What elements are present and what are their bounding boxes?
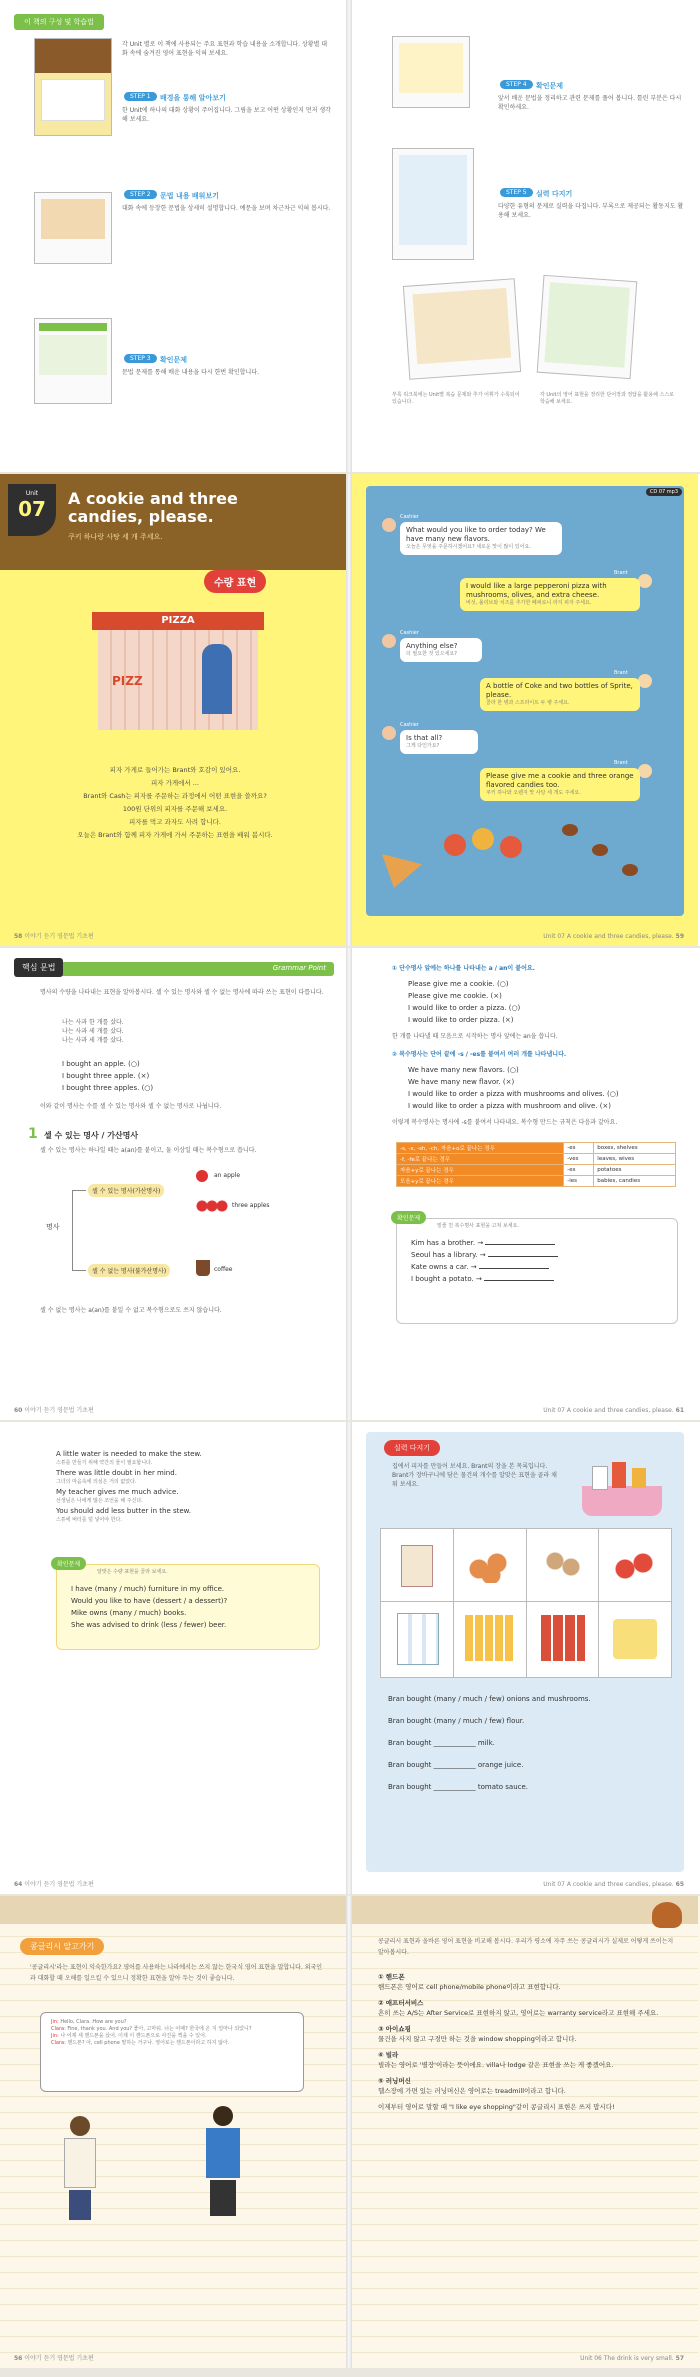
speaker: Cashier	[400, 514, 419, 520]
english-examples: I bought an apple. (○) I bought three apple. (×) I bought three apples. (○)	[62, 1060, 154, 1092]
shopping-basket	[572, 1458, 672, 1518]
step-text: 문법 문제를 통해 배운 내용을 다시 한번 확인합니다.	[122, 369, 259, 376]
korean-examples: 나는 사과 한 개를 샀다. 나는 사과 세 개를 샀다. 나는 사과 세 개를 샀다.	[62, 1019, 124, 1044]
story-text: 피자 가게로 들어가는 Brant와 호감이 있어요. 피자 가게에서 ... Brant와 Cash는 피자를 주문하는 과정에서 어떤 표현을 쓸까요? 100원 단위의 피자를 주문해 보세요. 피자를 먹고 과자도 사려 합니다. 오늘은 Brant와 함께 피자 가게에 가서 주문하는 표현을 배워 봅시다.	[77, 766, 273, 839]
page-number: 60 이야기 듣기 영문법 기초편	[14, 1407, 94, 1414]
quiz-box	[396, 1215, 678, 1324]
page-right	[352, 1422, 698, 1894]
page-number: 64 이야기 듣기 영문법 기초편	[14, 1881, 94, 1888]
customer-figure	[202, 644, 232, 714]
step-title: 확인문제	[160, 356, 188, 364]
speaker: Brant	[614, 570, 628, 576]
thumbnail-practice	[392, 148, 474, 260]
table-intro: 이렇게 복수명사는 명사에 -s를 붙여서 나타내요. 복수형 만드는 규칙은 다음과 같아요.	[392, 1119, 618, 1126]
step-text: 다양한 유형의 문제로 실력을 다집니다. 부록으로 제공되는 활동지도 활용해 보세요.	[498, 203, 684, 219]
thumbnail-grammar	[34, 318, 112, 404]
quiz-title: 확인문제	[51, 1557, 86, 1570]
squirrel-icon	[652, 1902, 682, 1928]
quiz-instruction: 알맞은 수량 표현을 골라 보세요.	[97, 1569, 168, 1575]
speech-bubble: A bottle of Coke and two bottles of Sprite, please. 콜라 한 병과 스프라이트 두 병 주세요.	[480, 678, 640, 711]
unit-title: A cookie and three candies, please.	[68, 489, 238, 526]
table-row: -s, -x, -sh, -ch, 자음+o로 끝나는 경우 -es boxes, shelves	[397, 1143, 676, 1154]
spread-2	[0, 474, 700, 946]
step-text: 한 Unit에 하나의 대화 상황이 주어집니다. 그림을 보고 어떤 상황인지 먼저 생각해 보세요.	[122, 107, 331, 123]
konglish-paragraph: '콩글리시'라는 표현이 익숙한가요? 영어를 사용하는 나라에서는 쓰지 않는 한국식 영어 표현을 말합니다. 외국인과 대화할 때 오해를 일으킬 수 있으니 정확한 표현을 알아 두는 것이 좋습니다.	[30, 1964, 323, 1982]
flour-icon	[401, 1545, 433, 1587]
cheese-icon	[613, 1619, 657, 1659]
avatar	[382, 634, 396, 648]
section-number: 1	[28, 1126, 38, 1142]
practice-instruction: 집에서 피자를 만들어 보세요. Brant의 장을 본 목록입니다. Brant가 장바구니에 담은 물건의 개수를 알맞은 표현을 골라 채워 보세요.	[392, 1463, 557, 1488]
dialogue-box: Jin: Hello, Clara. How are you? Clara: Fine, thank you. And you? 좋아, 고마워. 너는 어때? 한국에 온 지 얼마나 되었니? Jin: 나 어제 새 핸드폰을 샀어. 이제 이 핸드폰으로 사진을 찍을 수 있어. Clara: 핸드폰? 아, cell phone 말하는 거구나. 영어로는 핸드폰이라고 하지 않아.	[40, 2012, 304, 2092]
step-tag: STEP 2	[124, 190, 157, 199]
section-banner: 이 책의 구성 및 학습법	[14, 14, 104, 30]
food-illustration	[382, 814, 662, 904]
quiz-box	[56, 1561, 320, 1650]
step-tag: STEP 4	[500, 80, 533, 89]
torn-top	[352, 1896, 698, 1924]
caption-workbook: 부록 워크북에는 Unit별 복습 문제와 추가 어휘가 수록되어 있습니다.	[392, 392, 520, 405]
grammar-tab: 핵심 문법	[14, 958, 63, 977]
unit-number: 07	[18, 497, 46, 521]
page-left	[0, 948, 347, 1420]
avatar	[638, 574, 652, 588]
page-right	[352, 474, 698, 946]
tomato-icon	[615, 1549, 655, 1583]
mushroom-icon	[545, 1551, 581, 1581]
page-left	[0, 0, 347, 472]
rule-1: ① 단수명사 앞에는 하나를 나타내는 a / an이 붙어요.	[392, 965, 535, 972]
thumbnail-story	[34, 192, 112, 264]
quiz-instruction: 밑줄 친 복수명사 표현을 고쳐 보세요.	[437, 1223, 519, 1229]
grammar-title-en: Grammar Point	[272, 964, 326, 972]
caption-answers: 각 Unit의 영어 표현을 정리한 단어장과 정답을 활용해 스스로 학습해 보세요.	[540, 392, 674, 405]
page-right	[352, 0, 698, 472]
speech-bubble: I would like a large pepperoni pizza with mushrooms, olives, and extra cheese. 버섯, 올리브와 치즈를 추가한 페퍼로니 라지 피자 주세요.	[460, 578, 640, 611]
speech-bubble: Is that all? 그게 다인가요?	[400, 730, 478, 754]
page-left	[0, 474, 347, 946]
speaker: Brant	[614, 760, 628, 766]
step-title: 실력 다지기	[536, 190, 573, 198]
thumbnail-answers	[537, 275, 638, 379]
konglish-intro: 콩글리시 표현과 올바른 영어 표현을 비교해 봅시다. 우리가 평소에 자주 쓰는 콩글리시가 실제로 어떻게 쓰이는지 알아봅시다.	[378, 1938, 674, 1956]
tree-uncountable: 셀 수 없는 명사(불가산명사)	[88, 1264, 170, 1277]
practice-tab: 실력 다지기	[384, 1440, 440, 1456]
page-right	[352, 1896, 698, 2368]
section-title: 셀 수 있는 명사 / 가산명사	[44, 1131, 139, 1140]
spread-5	[0, 1896, 700, 2368]
section-badge: 수량 표현	[204, 570, 266, 593]
intro-text: 각 Unit 별로 이 책에 사용되는 주요 표현과 학습 내용을 소개합니다. 상황별 대화 속에 숨겨진 영어 표현을 익혀 보세요.	[122, 41, 328, 57]
sentences: A little water is needed to make the stew. 스튜를 만들기 위해 약간의 물이 필요합니다. There was little doubt in her mind. 그녀의 마음속에 의심은 거의 없었다. My teacher gives me much advice. 선생님은 나에게 많은 조언을 해 주신다. You should add less butter in the stew. 스튜에 버터를 덜 넣어야 한다.	[56, 1450, 202, 1523]
note-text: 이와 같이 명사는 수를 셀 수 있는 명사와 셀 수 없는 명사로 나뉩니다.	[40, 1103, 222, 1110]
thumbnail-unit-opener	[34, 38, 112, 136]
speaker: Cashier	[400, 630, 419, 636]
page-number: Unit 07 A cookie and three candies, please. 65	[543, 1881, 684, 1888]
spread-3	[0, 948, 700, 1420]
sauce-icon	[541, 1615, 585, 1661]
avatar	[638, 674, 652, 688]
shop-sign: PIZZA	[92, 612, 264, 630]
table-row: 모음+y로 끝나는 경우 -ies babies, candies	[397, 1176, 676, 1187]
spread-4	[0, 1422, 700, 1894]
quiz-title: 확인문제	[391, 1211, 426, 1224]
boy-illustration	[200, 2106, 246, 2226]
page-right	[352, 948, 698, 1420]
rule-2-examples: We have many new flavors. (○) We have many new flavor. (×) I would like to order a pizza with mushrooms and olives. (○) I would like to order a pizza with mushroom and olive. (×)	[408, 1066, 619, 1110]
plural-rules-table	[396, 1142, 676, 1187]
step-title: 확인문제	[536, 82, 564, 90]
unit-subtitle: 쿠키 하나랑 사탕 세 개 주세요.	[68, 533, 163, 541]
shop-sign-small: PIZZ	[112, 674, 143, 688]
page-left	[0, 1422, 347, 1894]
torn-top	[0, 1896, 346, 1924]
speaker: Cashier	[400, 722, 419, 728]
step-title: 문법 내용 배워보기	[160, 192, 219, 200]
spread-1	[0, 0, 700, 472]
grocery-grid	[380, 1528, 672, 1678]
page-left	[0, 1896, 347, 2368]
page-number: 58 이야기 듣기 영문법 기초편	[14, 933, 94, 940]
audio-tag: CD 07 mp3	[646, 488, 682, 496]
step-tag: STEP 1	[124, 92, 157, 101]
apples-icon	[196, 1200, 228, 1212]
page-number: 56 이야기 듣기 영문법 기초편	[14, 2355, 94, 2362]
unit-badge	[8, 484, 56, 536]
konglish-list: ① 핸드폰 핸드폰은 영어로 cell phone/mobile phone이라고 표현합니다. ② 애프터서비스 흔히 쓰는 A/S는 After Service로 표현하지 않고, 영어로는 warranty service라고 표현해 주세요. ③ 아이쇼핑 물건을 사지 않고 구경만 하는 것을 window shopping이라고 합니다. ④ 빌라 빌라는 영어로 '별장'이라는 뜻이에요. villa나 lodge 같은 표현을 쓰는 게 좋겠어요. ⑤ 러닝머신 헬스장에 가면 있는 러닝머신은 영어로는 treadmill이라고 합니다. 이제부터 영어로 말할 때 "I like eye shopping"같이 콩글리시 표현은 쓰지 맙시다!	[378, 1973, 659, 2111]
avatar	[382, 518, 396, 532]
unit-label: Unit	[25, 490, 39, 497]
speech-bubble: Please give me a cookie and three orange flavored candies too. 쿠키 하나와 오렌지 맛 사탕 세 개도 주세요.	[480, 768, 640, 801]
intro-text: 명사의 수량을 나타내는 표현을 알아봅시다. 셀 수 있는 명사와 셀 수 없는 명사에 따라 쓰는 표현이 다릅니다.	[40, 989, 324, 996]
bottom-text: 셀 수 없는 명사는 a(an)를 붙일 수 없고 복수형으로도 쓰지 않습니다.	[40, 1307, 222, 1314]
tree-countable: 셀 수 있는 명사(가산명사)	[88, 1184, 164, 1197]
girl-illustration	[60, 2116, 100, 2226]
step-text: 앞서 배운 문법을 정리하고 관련 문제를 풀어 봅니다. 틀린 부분은 다시 확인하세요.	[498, 95, 682, 111]
tree-root: 명사	[46, 1223, 60, 1231]
step-tag: STEP 3	[124, 354, 157, 363]
thumbnail-check	[392, 36, 470, 108]
step-tag: STEP 5	[500, 188, 533, 197]
practice-items: Bran bought (many / much / few) onions and mushrooms. Bran bought (many / much / few) flour. Bran bought ____________ milk. Bran bought ____________ orange juice. Bran bought ____________ tomato sauce.	[388, 1695, 591, 1791]
avatar	[382, 726, 396, 740]
step-title: 배경을 통해 알아보기	[160, 94, 226, 102]
mid-text: 한 개를 나타낼 때 모음으로 시작하는 명사 앞에는 an을 씁니다.	[392, 1033, 558, 1040]
apple-icon	[196, 1170, 208, 1182]
page-number: Unit 07 A cookie and three candies, please. 59	[543, 933, 684, 940]
onion-icon	[469, 1549, 509, 1583]
step-text: 대화 속에 등장한 문법을 상세히 설명합니다. 예문을 보며 차근차근 익혀 봅시다.	[122, 205, 331, 212]
quiz-items: I have (many / much) furniture in my office. Would you like to have (dessert / a dessert)? Mike owns (many / much) books. She was advised to drink (less / fewer) beer.	[71, 1585, 228, 1629]
avatar	[638, 764, 652, 778]
section-text: 셀 수 있는 명사는 하나일 때는 a(an)를 붙이고, 둘 이상일 때는 복수형으로 씁니다.	[40, 1147, 257, 1154]
juice-icon	[465, 1615, 515, 1661]
konglish-title: 콩글리시 알고가기	[20, 1938, 104, 1955]
quiz-items: Kim has a brother. → Seoul has a library. → Kate owns a car. → I bought a potato. →	[411, 1237, 661, 1285]
speech-bubble: What would you like to order today? We have many new flavors. 오늘은 무엇을 주문하시겠어요? 새로운 맛이 많이 있어요.	[400, 522, 562, 555]
coffee-icon	[196, 1260, 210, 1276]
pizza-shop-illustration	[92, 612, 264, 740]
rule-2: ② 복수명사는 단어 끝에 -s / -es를 붙여서 여러 개를 나타냅니다.	[392, 1051, 567, 1058]
page-number: Unit 07 A cookie and three candies, please. 61	[543, 1407, 684, 1414]
table-row: -f, -fe로 끝나는 경우 -ves leaves, wives	[397, 1154, 676, 1165]
speech-bubble: Anything else? 더 필요한 것 있으세요?	[400, 638, 482, 662]
noun-tree-diagram: 명사 셀 수 있는 명사(가산명사) 셀 수 없는 명사(불가산명사) an apple three apples coffee	[46, 1172, 270, 1275]
milk-icon	[397, 1613, 439, 1665]
thumbnail-workbook	[403, 278, 521, 380]
table-row: 자음+y로 끝나는 경우 -es potatoes	[397, 1165, 676, 1176]
rule-1-examples: Please give me a cookie. (○) Please give me cookie. (×) I would like to order a pizza. (○) I would like to order pizza. (×)	[408, 980, 521, 1024]
speaker: Brant	[614, 670, 628, 676]
page-number: Unit 06 The drink is very small. 57	[580, 2355, 684, 2362]
